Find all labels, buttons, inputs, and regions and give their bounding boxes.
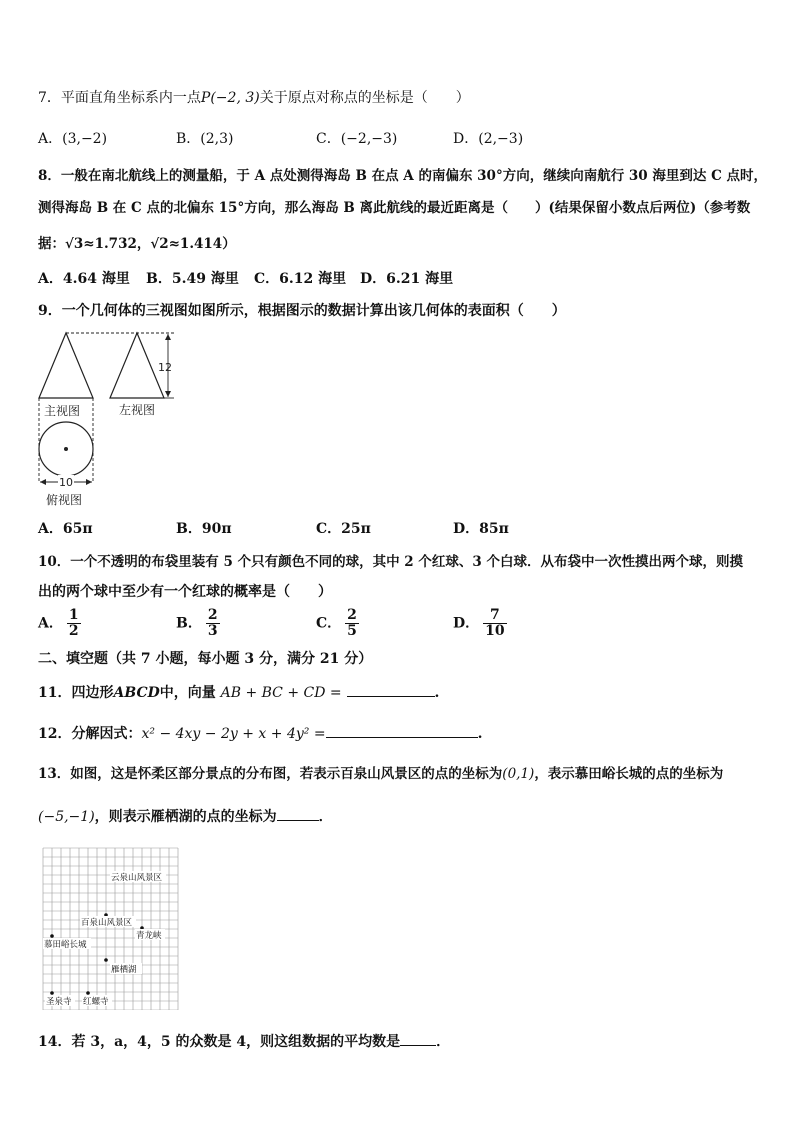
q10-option-d: D． $\frac{7}{10}$ <box>453 607 505 639</box>
map-label-yanqi: 雁栖湖 <box>111 965 137 975</box>
side-view-label: 左视图 <box>119 403 156 417</box>
question-11: 11．四边形ABCD中，向量 AB + BC + CD = . <box>38 682 439 702</box>
q14-answer-blank <box>400 1031 436 1046</box>
q13-line-1: 13．如图，这是怀柔区部分景点的分布图，若表示百泉山风景区的点的坐标为(0,1)，表示慕田峪长城的点的坐标为 <box>38 766 724 782</box>
map-label-qinglong: 青龙峡 <box>136 931 162 941</box>
q11-vector-expr: AB + BC + CD = <box>220 685 342 701</box>
q8-option-c: C．6.12 海里 <box>254 271 347 287</box>
height-label: 12 <box>158 361 172 374</box>
q9-option-b: B．90π <box>176 521 232 537</box>
question-12: 12．分解因式：x² − 4xy − 2y + x + 4y² = . <box>38 723 482 743</box>
q8-option-d: D．6.21 海里 <box>360 271 454 287</box>
q13-coord-1: (0,1) <box>502 766 535 782</box>
q11-answer-blank <box>347 682 435 697</box>
front-view-triangle <box>39 333 93 398</box>
map-label-shengquan: 圣泉寺 <box>46 997 72 1007</box>
q8-line-1: 8．一般在南北航线上的测量船，于 A 点处测得海岛 B 在点 A 的南偏东 30°方向，继续向南航行 30 海里到达 C 点时， <box>38 168 768 184</box>
top-view-label: 俯视图 <box>46 493 83 507</box>
q10-line-2: 出的两个球中至少有一个红球的概率是（ ） <box>38 584 332 600</box>
q7-option-a: A．(3,−2) <box>38 131 108 147</box>
q11-shape: ABCD <box>113 685 160 701</box>
q9-option-a: A．65π <box>38 521 93 537</box>
question-7 <box>38 89 470 107</box>
question-14: 14．若 3，a，4，5 的众数是 4，则这组数据的平均数是 ． <box>38 1031 450 1051</box>
q10-option-c: C． $\frac{2}{5}$ <box>316 607 357 639</box>
q9-option-c: C．25π <box>316 521 371 537</box>
q7-option-b: B．(2,3) <box>176 131 234 147</box>
q12-answer-blank <box>326 723 478 738</box>
q10-line-1: 10．一个不透明的布袋里装有 5 个只有颜色不同的球，其中 2 个红球、3 个白球．从布袋中一次性摸出两个球，则摸 <box>38 554 743 570</box>
q8-option-b: B．5.49 海里 <box>146 271 239 287</box>
section-2-heading: 二、填空题（共 7 小题，每小题 3 分，满分 21 分） <box>38 651 373 667</box>
three-view-figure <box>34 328 194 510</box>
q12-expr: x² − 4xy − 2y + x + 4y² = <box>141 726 326 742</box>
width-label: 10 <box>59 476 73 489</box>
side-view-triangle <box>110 333 164 398</box>
q7-text-b: 关于原点对称点的坐标是（ ） <box>259 90 470 106</box>
q10-option-a: A． $\frac{1}{2}$ <box>38 607 79 639</box>
q7-option-d: D．(2,−3) <box>453 131 524 147</box>
q8-line-2: 测得海岛 B 在 C 点的北偏东 15°方向，那么海岛 B 离此航线的最近距离是（ ）(结果保留小数点后两位)（参考数 <box>38 200 751 216</box>
map-label-mutianyu: 慕田峪长城 <box>44 940 87 950</box>
q13-line-2: (−5,−1)，则表示雁栖湖的点的坐标为 ． <box>38 806 333 826</box>
map-label-hongluo: 红螺寺 <box>83 997 109 1007</box>
scenic-spot-grid-map <box>40 845 182 1010</box>
map-label-baiquan: 百泉山风景区 <box>81 918 133 928</box>
q13-answer-blank <box>277 806 319 821</box>
q8-option-a: A．4.64 海里 <box>38 271 130 287</box>
q10-option-b: B． $\frac{2}{3}$ <box>176 607 218 639</box>
map-label-yunquan: 云泉山风景区 <box>111 873 163 883</box>
q9-option-d: D．85π <box>453 521 509 537</box>
q8-line-3: 据：√3≈1.732，√2≈1.414） <box>38 236 236 252</box>
q13-coord-2: (−5,−1) <box>38 809 95 825</box>
q7-option-c: C．(−2,−3) <box>316 131 398 147</box>
q9-text: 9．一个几何体的三视图如图所示，根据图示的数据计算出该几何体的表面积（ ） <box>38 303 566 319</box>
front-view-label: 主视图 <box>44 404 81 418</box>
q7-point: P(−2, 3) <box>200 90 260 106</box>
q7-text-a: 7．平面直角坐标系内一点 <box>38 90 201 106</box>
